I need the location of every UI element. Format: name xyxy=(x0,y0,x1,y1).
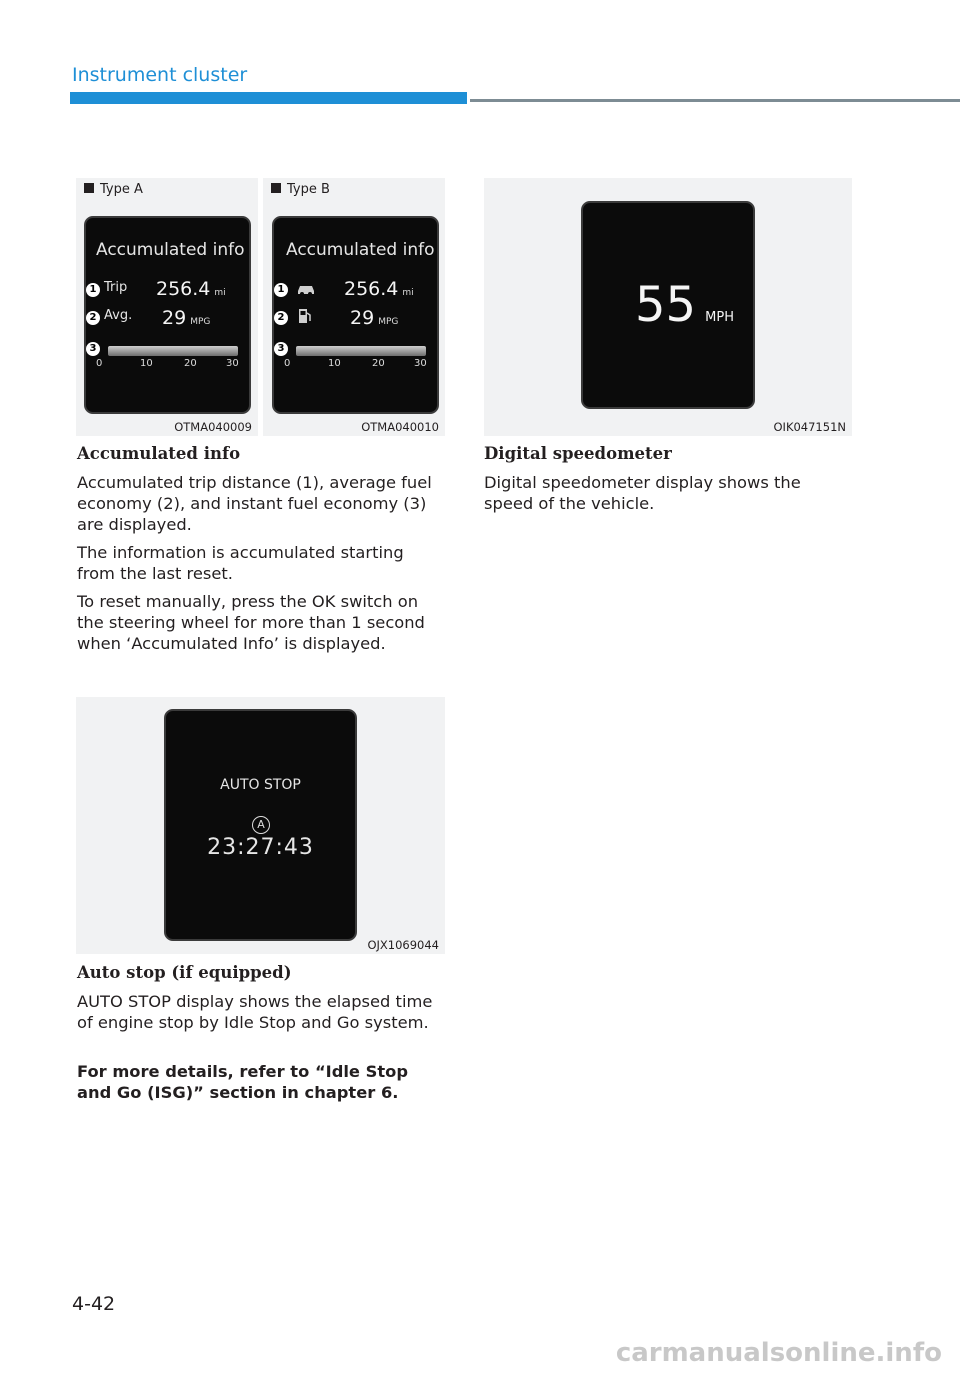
tick-0: 0 xyxy=(96,358,103,369)
square-bullet-icon xyxy=(271,183,281,193)
tick-30: 30 xyxy=(414,358,427,369)
callout-badge-3: 3 xyxy=(86,342,100,356)
figure-type-a-label xyxy=(84,182,143,197)
auto-stop-timer: 23:27:43 xyxy=(207,835,314,860)
section-title-accumulated: Accumulated info xyxy=(77,444,241,463)
figure-type-a xyxy=(76,178,258,436)
speed-value: 55 xyxy=(635,277,697,333)
square-bullet-icon xyxy=(84,183,94,193)
screen-title: Accumulated info xyxy=(96,240,245,260)
tick-30: 30 xyxy=(226,358,239,369)
callout-badge-1: 1 xyxy=(86,283,100,297)
figure-speedometer xyxy=(484,178,852,436)
figure-code: OIK047151N xyxy=(773,420,846,434)
section-title-auto-stop: Auto stop (if equipped) xyxy=(77,963,292,982)
callout-badge-1: 1 xyxy=(274,283,288,297)
callout-badge-2: 2 xyxy=(274,311,288,325)
tick-20: 20 xyxy=(372,358,385,369)
header-accent-bar xyxy=(70,92,467,104)
header-rule xyxy=(470,99,960,102)
avg-label: Avg. xyxy=(104,308,133,323)
auto-stop-title: AUTO STOP xyxy=(220,777,301,793)
figure-code: OJX1069044 xyxy=(367,938,439,952)
callout-badge-2: 2 xyxy=(86,311,100,325)
speedometer-screen xyxy=(581,201,755,409)
trip-value: 256.4 mi xyxy=(156,278,226,300)
speed-unit: MPH xyxy=(705,310,735,325)
speed-readout xyxy=(635,277,734,333)
trip-label: Trip xyxy=(104,280,128,295)
watermark: carmanualsonline.info xyxy=(615,1338,942,1368)
accumulated-screen-type-b xyxy=(272,216,439,414)
section-title-speedometer: Digital speedometer xyxy=(484,444,672,463)
paragraph: The information is accumulated starting from the last reset. xyxy=(77,543,404,583)
auto-stop-screen xyxy=(164,709,357,941)
tick-0: 0 xyxy=(284,358,291,369)
car-icon xyxy=(296,282,316,296)
paragraph: Digital speedometer display shows the speed of the vehicle. xyxy=(484,473,801,513)
paragraph: AUTO STOP display shows the elapsed time of engine stop by Idle Stop and Go system. xyxy=(77,992,433,1032)
section-header-title: Instrument cluster xyxy=(72,64,248,86)
avg-value: 29 MPG xyxy=(162,307,211,329)
instant-fuel-gauge xyxy=(108,346,238,356)
page-number: 4-42 xyxy=(72,1293,116,1315)
figure-code: OTMA040009 xyxy=(174,420,252,434)
instant-fuel-gauge xyxy=(296,346,426,356)
auto-stop-icon: A xyxy=(252,816,270,834)
fuel-pump-icon xyxy=(298,308,312,324)
tick-10: 10 xyxy=(140,358,153,369)
type-a-label-text: Type A xyxy=(100,182,143,197)
tick-20: 20 xyxy=(184,358,197,369)
accumulated-screen-type-a xyxy=(84,216,251,414)
paragraph: To reset manually, press the OK switch on the steering wheel for more than 1 second when ‘Accumulated Info’ is displayed. xyxy=(77,592,425,653)
screen-title: Accumulated info xyxy=(286,240,435,260)
trip-value: 256.4 mi xyxy=(344,278,414,300)
type-b-label-text: Type B xyxy=(287,182,330,197)
paragraph-bold: For more details, refer to “Idle Stop and Go (ISG)” section in chapter 6. xyxy=(77,1062,408,1102)
avg-value: 29 MPG xyxy=(350,307,399,329)
tick-10: 10 xyxy=(328,358,341,369)
paragraph: Accumulated trip distance (1), average fuel economy (2), and instant fuel economy (3) are displayed. xyxy=(77,473,432,534)
figure-code: OTMA040010 xyxy=(361,420,439,434)
figure-auto-stop xyxy=(76,697,445,954)
figure-type-b xyxy=(263,178,445,436)
callout-badge-3: 3 xyxy=(274,342,288,356)
figure-type-b-label xyxy=(271,182,330,197)
